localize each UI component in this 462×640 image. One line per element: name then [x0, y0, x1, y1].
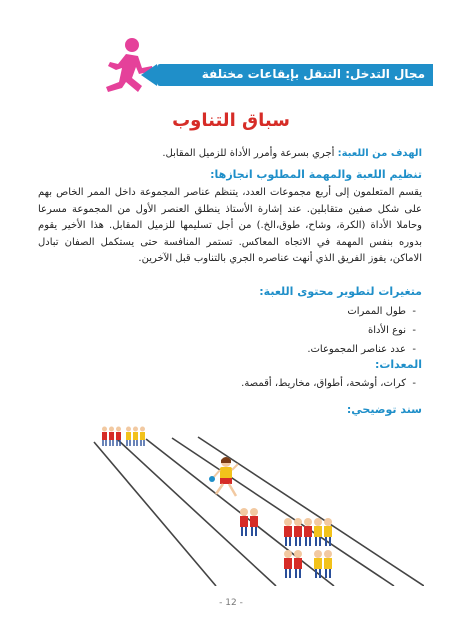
runner-child: [209, 457, 238, 496]
near-team-group: [240, 508, 332, 578]
organization-paragraph: يقسم المتعلمون إلى أربع مجموعات العدد، يتنظم عناصر المجموعة داخل الممر الخاص بهم على شكل صفين متقابلين. عند إشارة الأستاذ ينطلق العنصر الأول من المجموعة مسرعا وحاملا الأداة (الكرة، وشاح، طوق،الخ.) من أجل تسليمها للزميل المقابل. هذا الأخير يقوم بدوره بنفس المهمة في الاتجاه المعاكس. تستمر المنافسة حتى يستكمل الصفان تبادل الاماكن، يفوز الفريق الذي أنهت عناصره الجري بالتناوب قبل الآخرين.: [38, 187, 422, 264]
illustration-heading: سند توضيحي:: [346, 403, 422, 416]
domain-header-band: [157, 64, 433, 86]
relay-illustration: [88, 418, 424, 586]
organization-heading: تنظيم اللعبة والمهمة المطلوب انجازها:: [210, 168, 422, 181]
goal-line: [38, 146, 422, 163]
page-number: - 12 -: [219, 598, 243, 608]
list-item: - عدد عناصر المجموعات.: [38, 340, 422, 359]
goal-text: أجري بسرعة وأمرر الأداة للزميل المقابل.: [162, 148, 335, 159]
variables-heading: متغيرات لتطوير محتوى اللعبة:: [259, 285, 422, 298]
list-item: - طول الممرات: [38, 302, 422, 321]
list-item: - كرات، أوشحة، أطواق، مخاريط، أقمصة.: [38, 374, 422, 393]
list-item: - نوع الأداة: [38, 321, 422, 340]
lane-lines: [94, 437, 424, 586]
goal-label: الهدف من اللعبة:: [337, 148, 422, 159]
page-title: سباق التناوب: [172, 110, 290, 131]
variables-list: [38, 302, 422, 359]
far-team-group: [102, 427, 145, 447]
equipment-list: [38, 374, 422, 393]
domain-label: مجال التدخل: التنقل بإيقاعات مختلفة: [201, 67, 425, 81]
equipment-heading: المعدات:: [374, 358, 422, 371]
